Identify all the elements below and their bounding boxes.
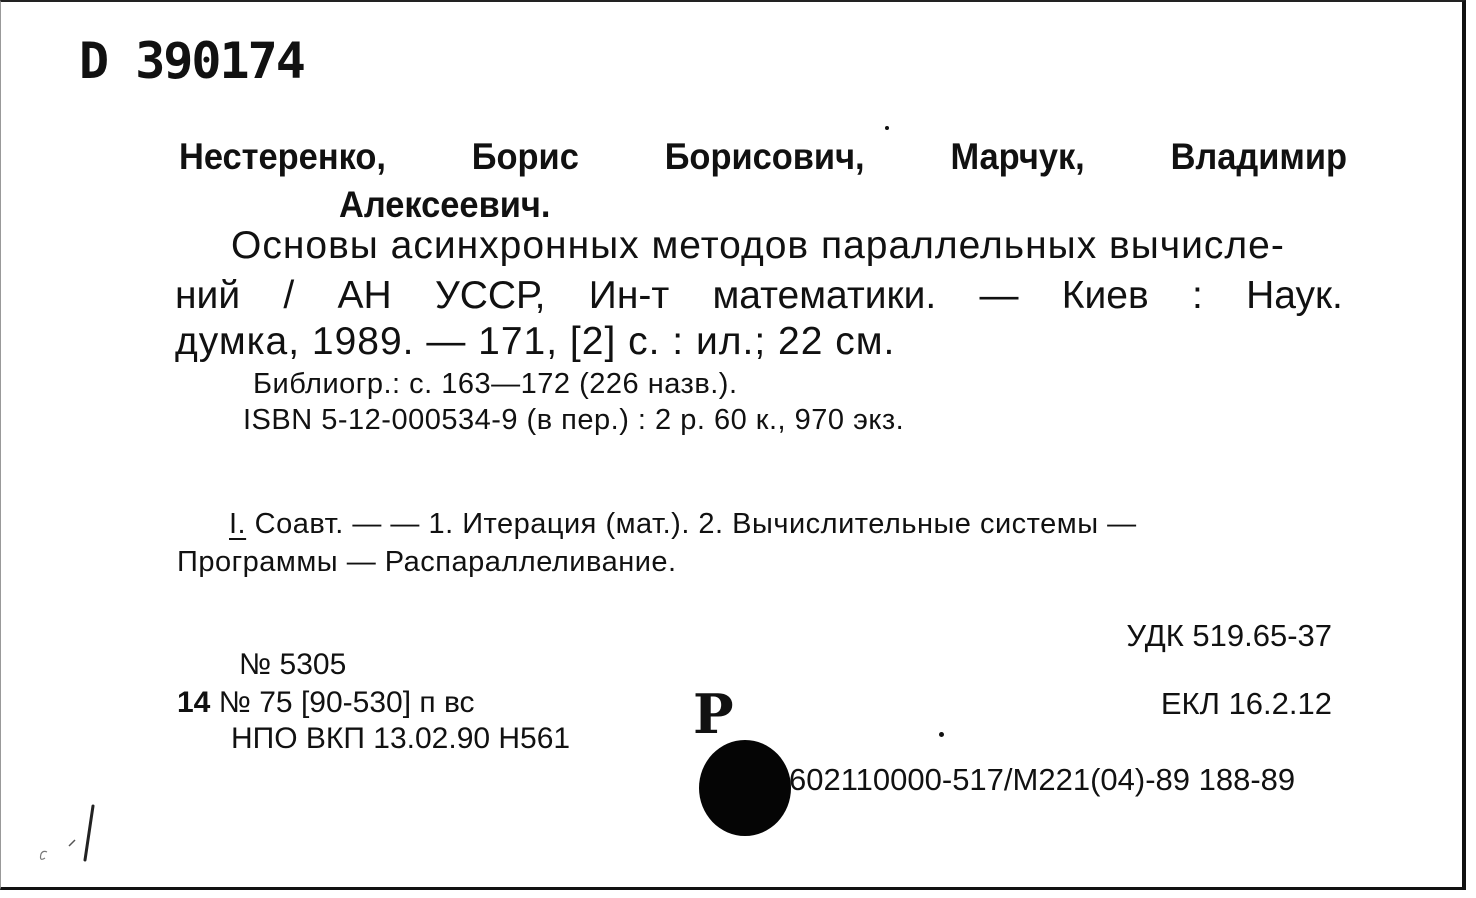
punch-hole — [699, 740, 791, 836]
udk-code: УДК 519.65-37 — [1126, 618, 1332, 653]
title-word: : — [1191, 274, 1203, 317]
call-number: D 390174 — [79, 32, 304, 90]
title-word: АН — [337, 274, 392, 317]
title-word: математики. — [712, 274, 937, 317]
p-mark: Р — [693, 682, 734, 746]
title-word: Наук. — [1246, 274, 1343, 317]
author-line-continued: Алексеевич. — [339, 184, 551, 225]
title-line-3: думка, 1989. — 171, [2] с. : ил.; 22 см. — [175, 320, 896, 363]
author-line — [179, 136, 1347, 178]
registry-number: № 5305 — [239, 648, 347, 681]
title-word: УССР, — [434, 274, 546, 317]
registry-prefix: 14 — [177, 686, 211, 719]
author-word: Борис — [471, 136, 579, 177]
title-word: ний — [175, 274, 241, 317]
speck-mark — [885, 126, 889, 130]
title-word: Ин-т — [588, 274, 670, 317]
pencil-mark-icon — [31, 804, 111, 864]
author-word: Борисович, — [664, 136, 865, 177]
subjects-line-2: Программы — Распараллеливание. — [177, 546, 677, 578]
coauthor-marker: I. — [229, 508, 247, 540]
catalog-code: 602110000-517/М221(04)-89 188-89 — [789, 762, 1296, 797]
author-word: Марчук, — [950, 136, 1085, 177]
bibliography-note: Библиогр.: с. 163—172 (226 назв.). — [253, 368, 738, 400]
ekl-code: ЕКЛ 16.2.12 — [1160, 686, 1332, 721]
isbn-note: ISBN 5-12-000534-9 (в пер.) : 2 р. 60 к., 970 экз. — [243, 404, 905, 436]
registry-line-2 — [177, 686, 475, 720]
title-line-2 — [175, 274, 1343, 318]
subjects-line-1 — [229, 508, 1137, 541]
title-word: — — [979, 274, 1019, 317]
subjects-text: Соавт. — — 1. Итерация (мат.). 2. Вычислительные системы — — [246, 508, 1137, 540]
title-word: / — [283, 274, 295, 317]
title-word: Киев — [1061, 274, 1149, 317]
title-line-1: Основы асинхронных методов параллельных вычисле- — [231, 224, 1285, 267]
registry-line-2-text: № 75 [90-530] п вс — [218, 686, 475, 719]
registry-line-3: НПО ВКП 13.02.90 Н561 — [231, 722, 571, 755]
author-word: Нестеренко, — [179, 136, 386, 177]
speck-mark — [939, 732, 944, 737]
author-word: Владимир — [1170, 136, 1348, 177]
